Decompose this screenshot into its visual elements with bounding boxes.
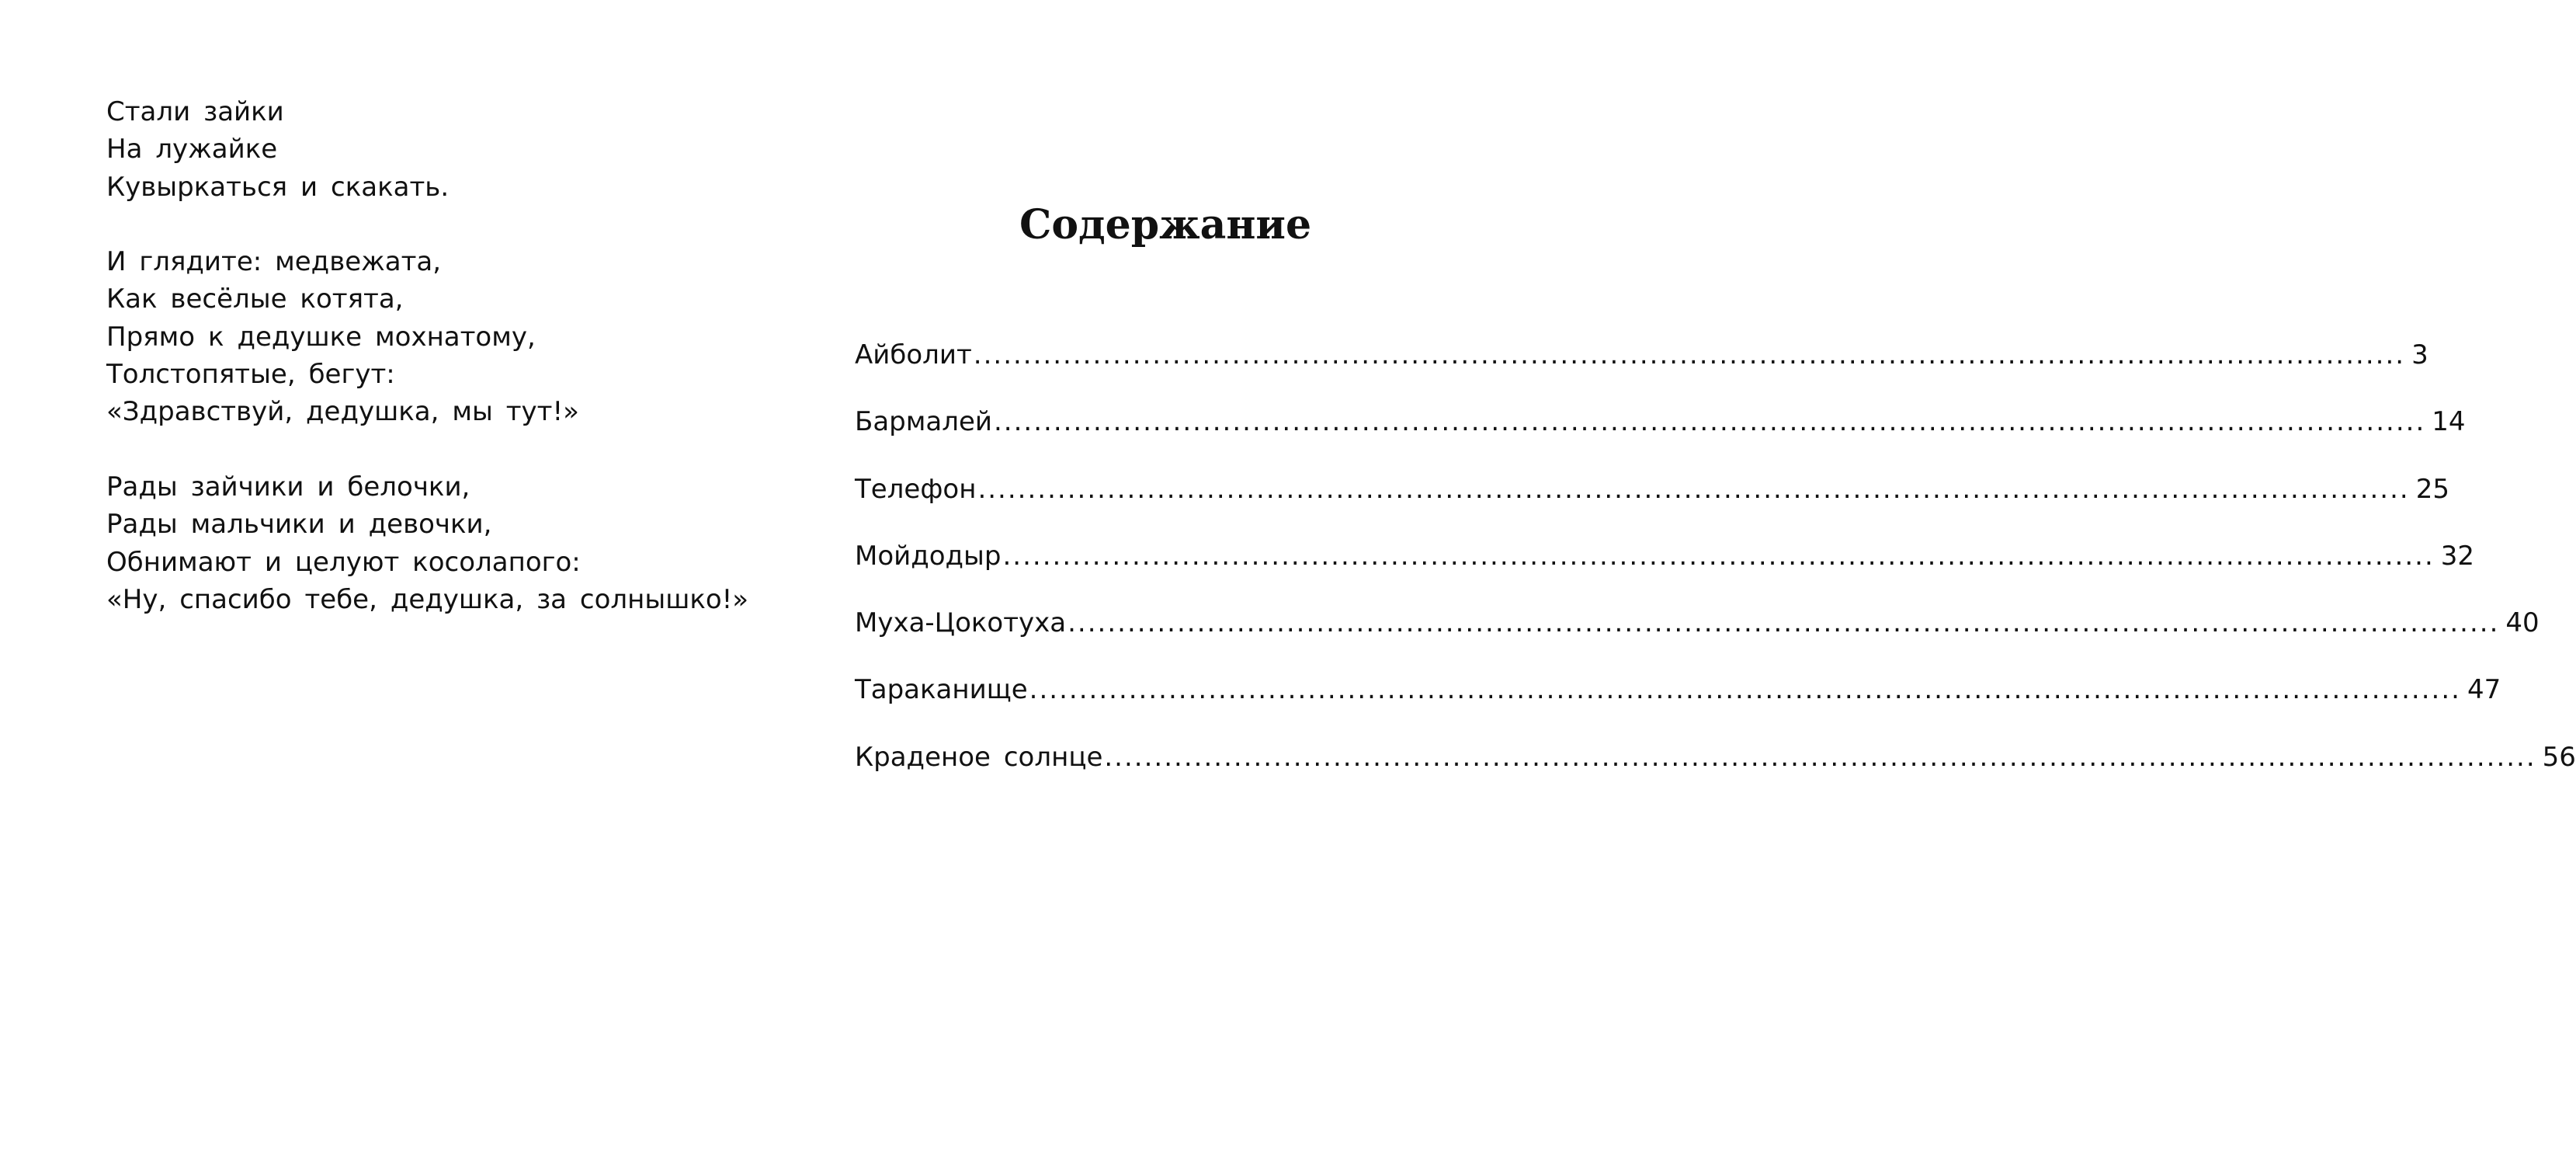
toc-entry-page: 47 xyxy=(2467,674,2501,706)
poem-line: «Ну, спасибо тебе, дедушка, за солнышко!» xyxy=(106,583,749,615)
dot-leader: ................................................................................................................................................ xyxy=(977,473,2410,505)
poem-line: Рады зайчики и белочки, xyxy=(106,471,470,503)
toc-title-text: Содержание xyxy=(1019,201,1312,249)
toc-entry-title: Айболит xyxy=(855,339,972,370)
poem-line: И глядите: медвежата, xyxy=(106,246,442,278)
left-page xyxy=(0,0,776,1165)
poem-line: Рады мальчики и девочки, xyxy=(106,509,492,541)
poem-line: Стали зайки xyxy=(106,96,284,127)
toc-entry-tarakanishche[interactable] xyxy=(855,671,2501,738)
dot-leader: ................................................................................................................................................ xyxy=(1104,741,2536,773)
poem-line: Кувыркаться и скакать. xyxy=(106,171,450,203)
dot-leader: ................................................................................................................................................ xyxy=(1002,540,2435,572)
toc-entry-barmalei[interactable] xyxy=(855,403,2466,470)
poem-line: Прямо к дедушке мохнатому, xyxy=(106,321,536,353)
poem-stanza-3 xyxy=(106,468,749,618)
toc-entry-page: 3 xyxy=(2411,339,2428,370)
poem-line: «Здравствуй, дедушка, мы тут!» xyxy=(106,396,579,428)
toc-entry-title: Тараканище xyxy=(855,674,1028,706)
toc-entry-title: Мойдодыр xyxy=(855,540,1002,572)
poem-text xyxy=(106,93,749,656)
poem-stanza-2 xyxy=(106,243,743,430)
right-page xyxy=(776,0,2576,1165)
toc-entry-title: Муха-Цокотуха xyxy=(855,607,1067,639)
toc-title xyxy=(776,200,1553,250)
toc-entry-moidodyr[interactable] xyxy=(855,537,2475,604)
poem-line: Как весёлые котята, xyxy=(106,283,404,315)
dot-leader: ................................................................................................................................................ xyxy=(973,339,2406,370)
dot-leader: ................................................................................................................................................ xyxy=(993,406,2426,438)
toc-entry-aibolit[interactable] xyxy=(855,336,2428,403)
poem-line: Толстопятые, бегут: xyxy=(106,359,395,391)
toc-entry-kradenoe-solntse[interactable] xyxy=(855,739,2576,805)
poem-line: Обнимают и целуют косолапого: xyxy=(106,546,581,578)
toc-entry-title: Краденое солнце xyxy=(855,741,1103,773)
poem-line: На лужайке xyxy=(106,134,278,165)
toc-entry-title: Телефон xyxy=(855,473,977,505)
toc-entry-mukha-tsokotukha[interactable] xyxy=(855,604,2540,671)
toc-entry-page: 56 xyxy=(2542,741,2576,773)
toc-entry-page: 14 xyxy=(2432,406,2466,438)
dot-leader: ................................................................................................................................................ xyxy=(1029,674,2461,706)
toc-entry-page: 25 xyxy=(2415,473,2449,505)
toc-entry-title: Бармалей xyxy=(855,406,992,438)
toc-entry-telefon[interactable] xyxy=(855,471,2449,537)
poem-stanza-1 xyxy=(106,93,743,206)
table-of-contents xyxy=(855,336,2576,805)
toc-entry-page: 32 xyxy=(2440,540,2475,572)
toc-entry-page: 40 xyxy=(2505,607,2540,639)
dot-leader: ................................................................................................................................................ xyxy=(1068,607,2500,639)
